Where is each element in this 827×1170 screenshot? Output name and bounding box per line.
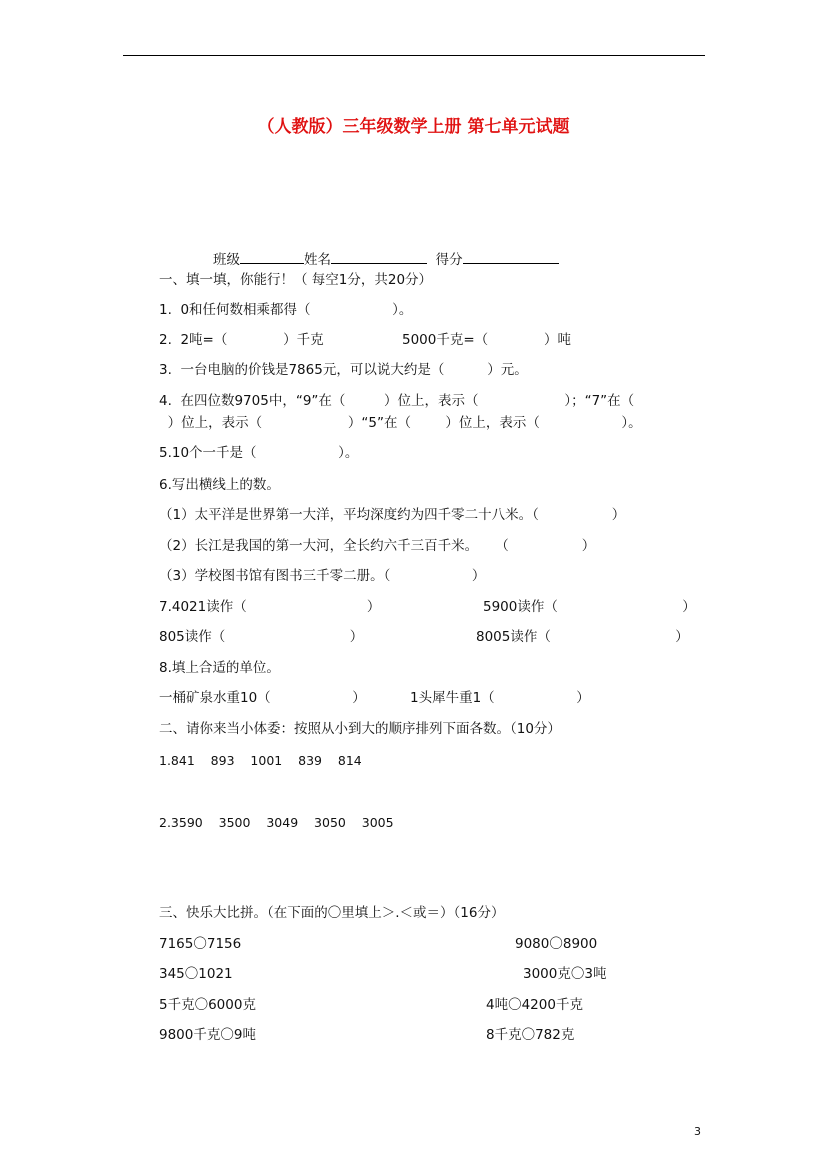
- question-7d: 8005读作（ ）: [476, 629, 689, 645]
- class-blank[interactable]: [240, 249, 304, 264]
- compare-2b: 3000克〇3吨: [523, 966, 607, 982]
- question-1: 1. 0和任何数相乘都得（ ）。: [159, 302, 413, 318]
- question-6-3: （3）学校图书馆有图书三千零二册。（ ）: [159, 568, 486, 584]
- question-3: 3. 一台电脑的价钱是7865元，可以说大约是（ ）元。: [159, 362, 528, 378]
- header-line: [213, 249, 559, 269]
- name-label: 姓名: [304, 252, 331, 268]
- question-7c: 805读作（ ）: [159, 629, 364, 645]
- question-8a: 一桶矿泉水重10（ ）: [159, 690, 366, 706]
- class-label: 班级: [213, 252, 240, 268]
- name-blank[interactable]: [331, 249, 427, 264]
- document-title: （人教版）三年级数学上册 第七单元试题: [257, 117, 570, 137]
- question-8b: 1头犀牛重1（ ）: [410, 690, 590, 706]
- question-6-2: （2）长江是我国的第一大河，全长约六千三百千米。 （ ）: [159, 538, 596, 554]
- compare-4a: 9800千克〇9吨: [159, 1027, 256, 1043]
- question-5: 5.10个一千是（ ）。: [159, 445, 359, 461]
- section3-heading: 三、快乐大比拼。（在下面的〇里填上＞.＜或＝）（16分）: [159, 905, 505, 921]
- order-row-2: 2.3590 3500 3049 3050 3005: [159, 815, 394, 830]
- question-2a: 2. 2吨=（ ）千克: [159, 332, 324, 348]
- compare-2a: 345〇1021: [159, 966, 233, 982]
- compare-1a: 7165〇7156: [159, 936, 242, 952]
- top-rule: [123, 55, 705, 56]
- question-7b: 5900读作（ ）: [483, 599, 696, 615]
- compare-4b: 8千克〇782克: [486, 1027, 575, 1043]
- section1-heading: 一、填一填，你能行！（ 每空1分，共20分）: [159, 272, 433, 288]
- question-7a: 7.4021读作（ ）: [159, 599, 381, 615]
- question-2b: 5000千克=（ ）吨: [402, 332, 571, 348]
- question-4b: ）位上，表示（ ）“5”在（ ）位上，表示（ ）。: [159, 415, 642, 431]
- compare-1b: 9080〇8900: [515, 936, 598, 952]
- section2-heading: 二、请你来当小体委：按照从小到大的顺序排列下面各数。（10分）: [159, 721, 561, 737]
- page-number: 3: [694, 1125, 701, 1138]
- question-6-1: （1）太平洋是世界第一大洋，平均深度约为四千零二十八米。（ ）: [159, 507, 626, 523]
- compare-3b: 4吨〇4200千克: [486, 997, 583, 1013]
- question-4a: 4. 在四位数9705中，“9”在（ ）位上，表示（ ）；“7”在（: [159, 393, 635, 409]
- score-label: 得分: [435, 252, 463, 268]
- question-8: 8.填上合适的单位。: [159, 660, 280, 676]
- order-row-1: 1.841 893 1001 839 814: [159, 753, 362, 768]
- compare-3a: 5千克〇6000克: [159, 997, 256, 1013]
- question-6: 6.写出横线上的数。: [159, 477, 280, 493]
- score-blank[interactable]: [463, 249, 559, 264]
